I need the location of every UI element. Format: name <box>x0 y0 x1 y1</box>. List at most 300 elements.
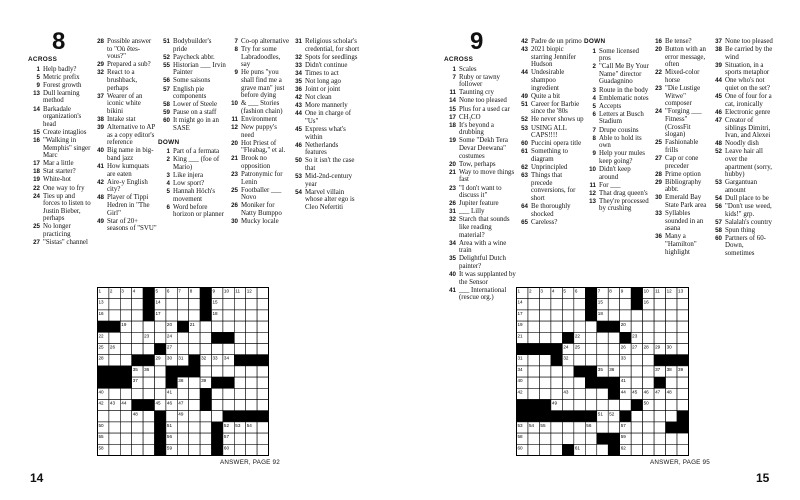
clue[interactable] <box>28 193 92 223</box>
grid-cell[interactable] <box>155 321 166 332</box>
grid-cell[interactable] <box>177 422 188 433</box>
clue[interactable] <box>226 155 290 170</box>
grid-cell[interactable] <box>574 377 585 388</box>
clue[interactable] <box>290 142 360 157</box>
grid-cell[interactable] <box>246 444 257 455</box>
clue[interactable] <box>226 218 290 226</box>
clue[interactable] <box>28 74 92 82</box>
grid-cell[interactable] <box>574 321 585 332</box>
grid-cell[interactable] <box>608 332 619 343</box>
grid-cell[interactable] <box>189 433 200 444</box>
grid-cell[interactable] <box>551 422 562 433</box>
clue[interactable] <box>444 287 516 302</box>
grid-cell[interactable] <box>562 400 573 411</box>
grid-cell[interactable] <box>246 332 257 343</box>
grid-cell[interactable] <box>212 411 223 422</box>
clue[interactable] <box>444 240 516 255</box>
grid-cell[interactable] <box>246 366 257 377</box>
clue[interactable] <box>226 46 290 69</box>
grid-cell[interactable] <box>551 433 562 444</box>
grid-cell[interactable] <box>654 444 665 455</box>
clue[interactable] <box>290 86 360 94</box>
grid-cell[interactable] <box>120 388 131 399</box>
grid-cell[interactable] <box>585 444 596 455</box>
grid-cell[interactable] <box>120 332 131 343</box>
clue[interactable] <box>290 78 360 86</box>
clue[interactable] <box>444 216 516 239</box>
grid-cell[interactable] <box>257 400 268 411</box>
clue[interactable] <box>516 93 584 101</box>
clue[interactable] <box>650 194 710 209</box>
clue[interactable] <box>158 204 226 219</box>
clue[interactable] <box>516 116 584 124</box>
grid-cell[interactable] <box>677 332 688 343</box>
grid-cell[interactable] <box>539 332 550 343</box>
grid-cell[interactable] <box>551 377 562 388</box>
grid-cell[interactable] <box>132 332 143 343</box>
grid-cell[interactable] <box>257 332 268 343</box>
grid-cell[interactable] <box>574 355 585 366</box>
clue[interactable] <box>710 227 774 235</box>
clue[interactable] <box>650 171 710 179</box>
grid-cell[interactable] <box>528 366 539 377</box>
grid-cell[interactable] <box>189 388 200 399</box>
grid-cell[interactable] <box>608 422 619 433</box>
grid-cell[interactable] <box>166 411 177 422</box>
grid-cell[interactable] <box>528 355 539 366</box>
clue[interactable] <box>92 69 158 92</box>
grid-cell[interactable] <box>189 444 200 455</box>
grid-cell[interactable] <box>574 433 585 444</box>
clue[interactable] <box>290 157 360 172</box>
clue[interactable] <box>516 46 584 69</box>
grid-cell[interactable] <box>257 444 268 455</box>
clue[interactable] <box>444 74 516 89</box>
grid-cell[interactable] <box>212 388 223 399</box>
grid-cell[interactable] <box>551 444 562 455</box>
grid-cell[interactable] <box>200 321 211 332</box>
clue[interactable] <box>226 100 290 115</box>
grid-cell[interactable] <box>677 310 688 321</box>
grid-cell[interactable] <box>246 433 257 444</box>
grid-cell[interactable] <box>223 366 234 377</box>
grid-cell[interactable] <box>643 355 654 366</box>
grid-cell[interactable] <box>155 388 166 399</box>
grid-cell[interactable] <box>643 411 654 422</box>
grid-cell[interactable] <box>257 433 268 444</box>
grid-cell[interactable] <box>562 366 573 377</box>
grid-cell[interactable] <box>585 355 596 366</box>
grid-cell[interactable] <box>666 400 677 411</box>
grid-cell[interactable] <box>143 422 154 433</box>
grid-cell[interactable] <box>631 355 642 366</box>
clue[interactable] <box>584 103 650 111</box>
grid-cell[interactable] <box>597 344 608 355</box>
grid-cell[interactable] <box>234 332 245 343</box>
grid-cell[interactable] <box>189 299 200 310</box>
grid-cell[interactable] <box>631 321 642 332</box>
clue[interactable] <box>444 200 516 208</box>
grid-cell[interactable] <box>109 422 120 433</box>
clue[interactable] <box>516 38 584 46</box>
grid-cell[interactable] <box>551 366 562 377</box>
clue[interactable] <box>584 63 650 86</box>
grid-cell[interactable] <box>234 444 245 455</box>
grid-cell[interactable] <box>155 332 166 343</box>
clue[interactable] <box>226 116 290 124</box>
clue[interactable] <box>290 110 360 125</box>
clue[interactable] <box>226 171 290 186</box>
grid-cell[interactable] <box>166 299 177 310</box>
clue[interactable] <box>92 163 158 178</box>
grid-cell[interactable] <box>120 344 131 355</box>
grid-cell[interactable] <box>528 310 539 321</box>
grid-cell[interactable] <box>143 388 154 399</box>
grid-cell[interactable] <box>189 377 200 388</box>
grid-cell[interactable] <box>643 422 654 433</box>
clue[interactable] <box>516 140 584 148</box>
clue[interactable] <box>516 219 584 227</box>
grid-cell[interactable] <box>643 321 654 332</box>
grid-cell[interactable] <box>246 310 257 321</box>
grid-cell[interactable] <box>109 332 120 343</box>
clue[interactable] <box>158 188 226 203</box>
grid-cell[interactable] <box>528 433 539 444</box>
grid-cell[interactable] <box>654 411 665 422</box>
clue[interactable] <box>226 140 290 155</box>
clue[interactable] <box>158 180 226 188</box>
grid-cell[interactable] <box>677 433 688 444</box>
grid-cell[interactable] <box>234 299 245 310</box>
grid-cell[interactable] <box>608 299 619 310</box>
clue[interactable] <box>710 77 774 92</box>
clue[interactable] <box>28 168 92 176</box>
grid-cell[interactable] <box>562 422 573 433</box>
grid-cell[interactable] <box>597 355 608 366</box>
clue[interactable] <box>516 172 584 202</box>
grid-cell[interactable] <box>539 377 550 388</box>
grid-cell[interactable] <box>574 310 585 321</box>
grid-cell[interactable] <box>109 310 120 321</box>
clue[interactable] <box>710 109 774 117</box>
clue[interactable] <box>650 85 710 108</box>
grid-cell[interactable] <box>109 444 120 455</box>
grid-cell[interactable] <box>677 299 688 310</box>
clue[interactable] <box>92 194 158 217</box>
clue[interactable] <box>92 38 158 61</box>
clue[interactable] <box>290 38 360 53</box>
grid-cell[interactable] <box>539 444 550 455</box>
grid-cell[interactable] <box>666 310 677 321</box>
grid-cell[interactable] <box>597 422 608 433</box>
grid-cell[interactable] <box>574 388 585 399</box>
grid-cell[interactable] <box>143 444 154 455</box>
grid-cell[interactable] <box>257 388 268 399</box>
clue[interactable] <box>92 116 158 124</box>
clue[interactable] <box>710 148 774 178</box>
grid-cell[interactable] <box>620 310 631 321</box>
clue[interactable] <box>444 271 516 286</box>
grid-cell[interactable] <box>120 422 131 433</box>
clue[interactable] <box>444 208 516 216</box>
grid-cell[interactable] <box>666 321 677 332</box>
clue[interactable] <box>158 62 226 77</box>
clue[interactable] <box>650 69 710 84</box>
clue[interactable] <box>290 94 360 102</box>
grid-cell[interactable] <box>666 411 677 422</box>
grid-cell[interactable] <box>539 321 550 332</box>
grid-cell[interactable] <box>620 366 631 377</box>
grid-cell[interactable] <box>654 310 665 321</box>
grid-cell[interactable] <box>551 299 562 310</box>
grid-cell[interactable] <box>155 366 166 377</box>
grid-cell[interactable] <box>246 400 257 411</box>
grid-cell[interactable] <box>212 344 223 355</box>
grid-cell[interactable] <box>132 444 143 455</box>
clue[interactable] <box>710 219 774 227</box>
clue[interactable] <box>650 210 710 233</box>
grid-cell[interactable] <box>223 400 234 411</box>
clue[interactable] <box>650 108 710 138</box>
grid-cell[interactable] <box>631 422 642 433</box>
clue[interactable] <box>158 172 226 180</box>
grid-cell[interactable] <box>246 299 257 310</box>
grid-cell[interactable] <box>528 299 539 310</box>
clue[interactable] <box>28 176 92 184</box>
clue[interactable] <box>158 101 226 109</box>
grid-cell[interactable] <box>246 388 257 399</box>
grid-cell[interactable] <box>562 377 573 388</box>
grid-cell[interactable] <box>234 377 245 388</box>
clue[interactable] <box>710 93 774 108</box>
clue[interactable] <box>158 156 226 171</box>
clue[interactable] <box>28 239 92 247</box>
grid-cell[interactable] <box>200 344 211 355</box>
clue[interactable] <box>290 70 360 78</box>
grid-cell[interactable] <box>189 310 200 321</box>
clue[interactable] <box>584 48 650 63</box>
clue[interactable] <box>584 190 650 198</box>
grid-cell[interactable] <box>585 433 596 444</box>
clue[interactable] <box>650 46 710 69</box>
clue[interactable] <box>710 179 774 194</box>
grid-cell[interactable] <box>666 299 677 310</box>
grid-cell[interactable] <box>631 377 642 388</box>
grid-cell[interactable] <box>177 299 188 310</box>
grid-cell[interactable] <box>631 411 642 422</box>
grid-cell[interactable] <box>109 388 120 399</box>
grid-cell[interactable] <box>246 344 257 355</box>
grid-cell[interactable] <box>223 388 234 399</box>
grid-cell[interactable] <box>631 366 642 377</box>
grid-cell[interactable] <box>212 400 223 411</box>
grid-cell[interactable] <box>585 388 596 399</box>
grid-cell[interactable] <box>539 388 550 399</box>
grid-cell[interactable] <box>666 444 677 455</box>
grid-cell[interactable] <box>257 299 268 310</box>
grid-cell[interactable] <box>132 310 143 321</box>
grid-cell[interactable] <box>666 433 677 444</box>
grid-cell[interactable] <box>223 299 234 310</box>
clue[interactable] <box>516 164 584 172</box>
grid-cell[interactable] <box>132 433 143 444</box>
grid-cell[interactable] <box>143 411 154 422</box>
clue[interactable] <box>290 102 360 110</box>
grid-cell[interactable] <box>155 377 166 388</box>
grid-cell[interactable] <box>562 321 573 332</box>
clue[interactable] <box>710 62 774 77</box>
grid-cell[interactable] <box>677 321 688 332</box>
grid-cell[interactable] <box>177 332 188 343</box>
clue[interactable] <box>584 150 650 165</box>
grid-cell[interactable] <box>677 344 688 355</box>
clue[interactable] <box>444 106 516 114</box>
clue[interactable] <box>710 203 774 218</box>
grid-cell[interactable] <box>109 299 120 310</box>
grid-cell[interactable] <box>120 411 131 422</box>
grid-cell[interactable] <box>189 332 200 343</box>
clue[interactable] <box>584 87 650 95</box>
grid-cell[interactable] <box>654 299 665 310</box>
grid-cell[interactable] <box>234 344 245 355</box>
grid-cell[interactable] <box>666 377 677 388</box>
clue[interactable] <box>28 223 92 238</box>
grid-cell[interactable] <box>539 299 550 310</box>
clue[interactable] <box>290 62 360 70</box>
grid-cell[interactable] <box>528 321 539 332</box>
grid-cell[interactable] <box>677 400 688 411</box>
grid-cell[interactable] <box>539 355 550 366</box>
clue[interactable] <box>92 61 158 69</box>
grid-cell[interactable] <box>257 422 268 433</box>
grid-cell[interactable] <box>177 310 188 321</box>
grid-cell[interactable] <box>585 400 596 411</box>
grid-cell[interactable] <box>246 377 257 388</box>
grid-cell[interactable] <box>654 433 665 444</box>
grid-cell[interactable] <box>608 344 619 355</box>
grid-cell[interactable] <box>631 310 642 321</box>
grid-cell[interactable] <box>234 321 245 332</box>
clue[interactable] <box>28 66 92 74</box>
crossword-grid[interactable] <box>97 287 269 456</box>
grid-cell[interactable] <box>608 355 619 366</box>
grid-cell[interactable] <box>234 388 245 399</box>
grid-cell[interactable] <box>585 332 596 343</box>
clue[interactable] <box>28 82 92 90</box>
clue[interactable] <box>444 114 516 122</box>
grid-cell[interactable] <box>597 444 608 455</box>
grid-cell[interactable] <box>120 355 131 366</box>
grid-cell[interactable] <box>132 344 143 355</box>
clue[interactable] <box>92 147 158 162</box>
grid-cell[interactable] <box>143 344 154 355</box>
grid-cell[interactable] <box>189 344 200 355</box>
grid-cell[interactable] <box>143 433 154 444</box>
grid-cell[interactable] <box>257 288 268 299</box>
grid-cell[interactable] <box>177 433 188 444</box>
grid-cell[interactable] <box>223 344 234 355</box>
clue[interactable] <box>28 129 92 137</box>
clue[interactable] <box>710 38 774 46</box>
clue[interactable] <box>290 173 360 188</box>
grid-cell[interactable] <box>120 444 131 455</box>
grid-cell[interactable] <box>257 344 268 355</box>
clue[interactable] <box>710 46 774 61</box>
grid-cell[interactable] <box>585 344 596 355</box>
clue[interactable] <box>650 155 710 170</box>
clue[interactable] <box>444 89 516 97</box>
grid-cell[interactable] <box>608 310 619 321</box>
clue[interactable] <box>516 148 584 163</box>
clue[interactable] <box>158 109 226 117</box>
grid-cell[interactable] <box>574 299 585 310</box>
clue[interactable] <box>290 189 360 212</box>
clue[interactable] <box>290 126 360 141</box>
clue[interactable] <box>28 137 92 160</box>
clue[interactable] <box>650 233 710 256</box>
clue[interactable] <box>92 124 158 147</box>
grid-cell[interactable] <box>677 444 688 455</box>
clue[interactable] <box>92 218 158 233</box>
clue[interactable] <box>226 202 290 217</box>
grid-cell[interactable] <box>132 422 143 433</box>
grid-cell[interactable] <box>551 388 562 399</box>
grid-cell[interactable] <box>597 332 608 343</box>
grid-cell[interactable] <box>539 433 550 444</box>
grid-cell[interactable] <box>562 310 573 321</box>
grid-cell[interactable] <box>234 310 245 321</box>
grid-cell[interactable] <box>620 400 631 411</box>
clue[interactable] <box>650 179 710 194</box>
grid-cell[interactable] <box>109 433 120 444</box>
clue[interactable] <box>28 185 92 193</box>
grid-cell[interactable] <box>132 388 143 399</box>
clue[interactable] <box>290 54 360 62</box>
grid-cell[interactable] <box>200 332 211 343</box>
clue[interactable] <box>444 185 516 200</box>
clue[interactable] <box>226 124 290 139</box>
clue[interactable] <box>584 135 650 150</box>
clue[interactable] <box>444 66 516 74</box>
grid-cell[interactable] <box>677 377 688 388</box>
clue[interactable] <box>158 117 226 132</box>
grid-cell[interactable] <box>98 411 109 422</box>
grid-cell[interactable] <box>120 310 131 321</box>
grid-cell[interactable] <box>528 332 539 343</box>
grid-cell[interactable] <box>643 310 654 321</box>
grid-cell[interactable] <box>189 400 200 411</box>
grid-cell[interactable] <box>585 321 596 332</box>
grid-cell[interactable] <box>177 388 188 399</box>
clue[interactable] <box>226 38 290 46</box>
clue[interactable] <box>226 187 290 202</box>
grid-cell[interactable] <box>143 321 154 332</box>
grid-cell[interactable] <box>528 388 539 399</box>
grid-cell[interactable] <box>654 321 665 332</box>
clue[interactable] <box>158 86 226 101</box>
grid-cell[interactable] <box>551 332 562 343</box>
grid-cell[interactable] <box>574 422 585 433</box>
grid-cell[interactable] <box>643 433 654 444</box>
grid-cell[interactable] <box>643 332 654 343</box>
grid-cell[interactable] <box>143 377 154 388</box>
grid-cell[interactable] <box>608 400 619 411</box>
clue[interactable] <box>710 195 774 203</box>
grid-cell[interactable] <box>200 433 211 444</box>
grid-cell[interactable] <box>246 321 257 332</box>
grid-cell[interactable] <box>257 321 268 332</box>
grid-cell[interactable] <box>109 411 120 422</box>
